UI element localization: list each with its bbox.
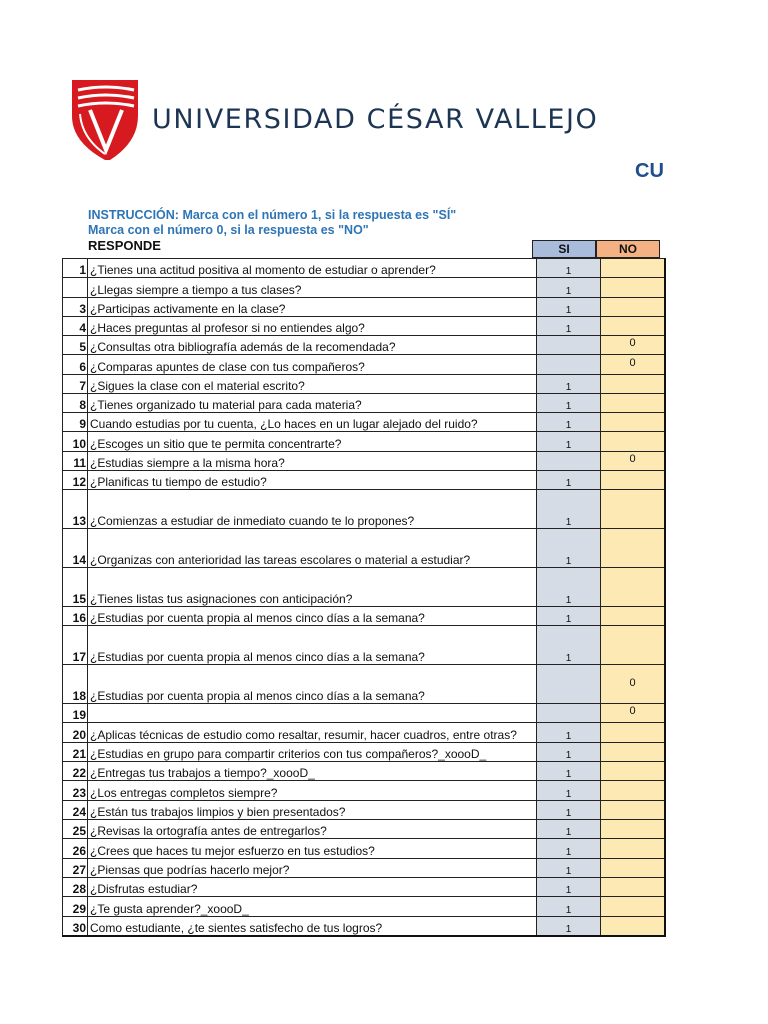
table-row	[63, 375, 666, 394]
answer-si-cell[interactable]: 1	[537, 743, 601, 762]
question-text: ¿Estudias por cuenta propia al menos cinco días a la semana?	[88, 665, 537, 704]
answer-si-cell[interactable]: 1	[537, 259, 601, 278]
column-header-no: NO	[596, 240, 660, 258]
answer-si-cell[interactable]: 1	[537, 278, 601, 298]
table-row	[63, 743, 666, 762]
question-number: 4	[63, 317, 88, 336]
answer-no-value: 0	[629, 453, 636, 465]
answer-si-cell[interactable]: 1	[537, 471, 601, 490]
question-number	[63, 278, 88, 298]
answer-no-cell[interactable]	[601, 394, 666, 413]
answer-si-cell[interactable]: 1	[537, 432, 601, 452]
question-number: 3	[63, 298, 88, 317]
instruction-line-2: Marca con el número 0, si la respuesta es "NO"	[88, 223, 369, 237]
question-number: 1	[63, 259, 88, 278]
question-text: ¿Crees que haces tu mejor esfuerzo en tus estudios?	[88, 839, 537, 859]
answer-si-cell[interactable]	[537, 355, 601, 375]
answer-no-cell[interactable]	[601, 704, 666, 723]
question-text: ¿Tienes organizado tu material para cada materia?	[88, 394, 537, 413]
answer-no-cell[interactable]	[601, 626, 666, 665]
table-row	[63, 355, 666, 375]
answer-no-cell[interactable]	[601, 432, 666, 452]
answer-no-cell[interactable]	[601, 743, 666, 762]
question-text: ¿Te gusta aprender?_xoooD_	[88, 897, 537, 917]
table-row	[63, 839, 666, 859]
answer-no-value: 0	[629, 705, 636, 717]
question-text: ¿Entregas tus trabajos a tiempo?_xoooD_	[88, 762, 537, 781]
question-number: 27	[63, 859, 88, 878]
answer-no-cell[interactable]	[601, 355, 666, 375]
answer-no-cell[interactable]	[601, 375, 666, 394]
answer-no-value: 0	[629, 357, 636, 369]
answer-no-cell[interactable]	[601, 568, 666, 607]
table-row	[63, 781, 666, 801]
table-row	[63, 917, 666, 936]
answer-no-cell[interactable]	[601, 413, 666, 432]
table-row	[63, 762, 666, 781]
question-text: ¿Llegas siempre a tiempo a tus clases?	[88, 278, 537, 298]
answer-si-cell[interactable]: 1	[537, 626, 601, 665]
answer-si-cell[interactable]: 1	[537, 394, 601, 413]
question-text: ¿Estudias por cuenta propia al menos cinco días a la semana?	[88, 607, 537, 626]
table-row	[63, 626, 666, 665]
answer-no-value: 0	[629, 337, 636, 349]
questionnaire-table	[62, 258, 666, 937]
table-row	[63, 820, 666, 839]
question-text: ¿Revisas la ortografía antes de entregarlos?	[88, 820, 537, 839]
answer-no-cell[interactable]	[601, 471, 666, 490]
question-text: ¿Tienes una actitud positiva al momento de estudiar o aprender?	[88, 259, 537, 278]
table-row	[63, 723, 666, 743]
question-text: ¿Comparas apuntes de clase con tus compañeros?	[88, 355, 537, 375]
table-row	[63, 607, 666, 626]
question-number: 10	[63, 432, 88, 452]
answer-no-cell[interactable]	[601, 529, 666, 568]
question-number: 13	[63, 490, 88, 529]
answer-no-cell[interactable]	[601, 723, 666, 743]
question-number: 7	[63, 375, 88, 394]
answer-si-cell[interactable]: 1	[537, 298, 601, 317]
question-number: 17	[63, 626, 88, 665]
question-text: ¿Planificas tu tiempo de estudio?	[88, 471, 537, 490]
question-number: 26	[63, 839, 88, 859]
instruction-line-1: INSTRUCCIÓN: Marca con el número 1, si la respuesta es "SÍ"	[88, 208, 457, 222]
answer-no-cell[interactable]	[601, 278, 666, 298]
table-row	[63, 298, 666, 317]
question-number: 22	[63, 762, 88, 781]
question-number: 21	[63, 743, 88, 762]
answer-no-cell[interactable]	[601, 452, 666, 471]
question-number: 18	[63, 665, 88, 704]
question-number: 8	[63, 394, 88, 413]
table-row	[63, 878, 666, 897]
answer-no-cell[interactable]	[601, 820, 666, 839]
table-row	[63, 394, 666, 413]
answer-si-cell[interactable]	[537, 665, 601, 704]
answer-no-value: 0	[629, 677, 636, 689]
answer-no-cell[interactable]	[601, 259, 666, 278]
answer-no-cell[interactable]	[601, 897, 666, 917]
table-row	[63, 259, 666, 278]
answer-si-cell[interactable]: 1	[537, 529, 601, 568]
table-row	[63, 704, 666, 723]
question-number: 24	[63, 801, 88, 820]
answer-si-cell[interactable]: 1	[537, 762, 601, 781]
question-number: 16	[63, 607, 88, 626]
answer-si-cell[interactable]: 1	[537, 878, 601, 897]
answer-si-cell[interactable]: 1	[537, 413, 601, 432]
table-row	[63, 490, 666, 529]
question-number: 25	[63, 820, 88, 839]
table-row	[63, 665, 666, 704]
university-name: UNIVERSIDAD CÉSAR VALLEJO	[152, 104, 599, 135]
answer-si-cell[interactable]: 1	[537, 490, 601, 529]
table-row	[63, 471, 666, 490]
question-text	[88, 704, 537, 723]
question-text: ¿Disfrutas estudiar?	[88, 878, 537, 897]
answer-si-cell[interactable]: 1	[537, 897, 601, 917]
question-text: ¿Están tus trabajos limpios y bien presentados?	[88, 801, 537, 820]
question-number: 12	[63, 471, 88, 490]
table-row	[63, 432, 666, 452]
answer-no-cell[interactable]	[601, 859, 666, 878]
table-row	[63, 317, 666, 336]
question-text: ¿Tienes listas tus asignaciones con anticipación?	[88, 568, 537, 607]
table-row	[63, 336, 666, 355]
question-text: ¿Haces preguntas al profesor si no entiendes algo?	[88, 317, 537, 336]
table-row	[63, 801, 666, 820]
question-text: ¿Consultas otra bibliografía además de la recomendada?	[88, 336, 537, 355]
question-number: 15	[63, 568, 88, 607]
answer-si-cell[interactable]: 1	[537, 568, 601, 607]
question-number: 20	[63, 723, 88, 743]
question-text: ¿Organizas con anterioridad las tareas escolares o material a estudiar?	[88, 529, 537, 568]
question-text: Como estudiante, ¿te sientes satisfecho de tus logros?	[88, 917, 537, 936]
column-header-si: SI	[532, 240, 596, 258]
answer-no-cell[interactable]	[601, 298, 666, 317]
question-text: ¿Escoges un sitio que te permita concentrarte?	[88, 432, 537, 452]
answer-no-cell[interactable]	[601, 665, 666, 704]
question-number: 11	[63, 452, 88, 471]
document-title-fragment: CU	[635, 160, 664, 182]
table-row	[63, 278, 666, 298]
answer-no-cell[interactable]	[601, 317, 666, 336]
answer-no-cell[interactable]	[601, 801, 666, 820]
question-number: 23	[63, 781, 88, 801]
question-text: ¿Estudias siempre a la misma hora?	[88, 452, 537, 471]
answer-no-cell[interactable]	[601, 490, 666, 529]
answer-no-cell[interactable]	[601, 917, 666, 936]
answer-no-cell[interactable]	[601, 607, 666, 626]
answer-si-cell[interactable]: 1	[537, 917, 601, 936]
university-logo-icon	[72, 80, 138, 160]
table-row	[63, 413, 666, 432]
answer-si-cell[interactable]: 1	[537, 607, 601, 626]
answer-no-cell[interactable]	[601, 839, 666, 859]
answer-si-cell[interactable]	[537, 704, 601, 723]
answer-si-cell[interactable]: 1	[537, 723, 601, 743]
question-text: ¿Participas activamente en la clase?	[88, 298, 537, 317]
table-row	[63, 897, 666, 917]
answer-no-cell[interactable]	[601, 781, 666, 801]
responde-label: RESPONDE	[88, 238, 161, 253]
question-number: 5	[63, 336, 88, 355]
question-number: 14	[63, 529, 88, 568]
question-text: ¿Piensas que podrías hacerlo mejor?	[88, 859, 537, 878]
question-text: ¿Sigues la clase con el material escrito?	[88, 375, 537, 394]
answer-si-cell[interactable]: 1	[537, 839, 601, 859]
answer-si-cell[interactable]: 1	[537, 859, 601, 878]
answer-no-cell[interactable]	[601, 336, 666, 355]
question-number: 19	[63, 704, 88, 723]
answer-si-cell[interactable]: 1	[537, 781, 601, 801]
answer-si-cell[interactable]: 1	[537, 801, 601, 820]
answer-no-cell[interactable]	[601, 878, 666, 897]
question-number: 30	[63, 917, 88, 936]
answer-no-cell[interactable]	[601, 762, 666, 781]
question-text: ¿Comienzas a estudiar de inmediato cuando te lo propones?	[88, 490, 537, 529]
answer-si-cell[interactable]: 1	[537, 375, 601, 394]
question-text: ¿Estudias en grupo para compartir criterios con tus compañeros?_xoooD_	[88, 743, 537, 762]
answer-si-cell[interactable]	[537, 452, 601, 471]
table-row	[63, 568, 666, 607]
question-text: ¿Los entregas completos siempre?	[88, 781, 537, 801]
answer-si-cell[interactable]	[537, 336, 601, 355]
question-text: ¿Estudias por cuenta propia al menos cinco días a la semana?	[88, 626, 537, 665]
table-row	[63, 859, 666, 878]
question-text: ¿Aplicas técnicas de estudio como resaltar, resumir, hacer cuadros, entre otras?	[88, 723, 537, 743]
answer-si-cell[interactable]: 1	[537, 317, 601, 336]
answer-si-cell[interactable]: 1	[537, 820, 601, 839]
table-row	[63, 529, 666, 568]
question-number: 29	[63, 897, 88, 917]
question-text: Cuando estudias por tu cuenta, ¿Lo haces en un lugar alejado del ruido?	[88, 413, 537, 432]
question-number: 28	[63, 878, 88, 897]
question-number: 6	[63, 355, 88, 375]
table-row	[63, 452, 666, 471]
question-number: 9	[63, 413, 88, 432]
